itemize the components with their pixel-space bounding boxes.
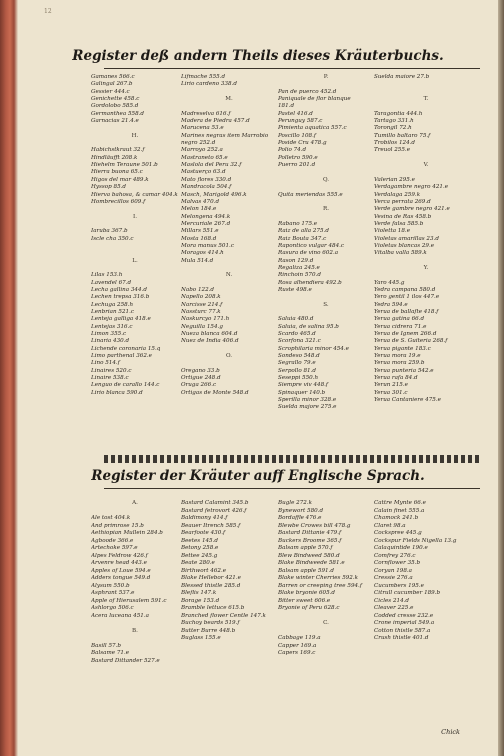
page [18, 0, 498, 756]
register-entry: Hombrecillos 609.f [91, 198, 146, 205]
register-entry: Beate 280.e [181, 560, 215, 566]
register-entry: Linaire 538.c [91, 375, 129, 382]
register-entry: Ruste 498.e [278, 286, 312, 293]
register-entry: Tumillo baltaro 75.f [374, 132, 431, 139]
register-entry: Yerua cidrera 71.e [374, 323, 427, 330]
register-entry: Iscle cha 350.c [91, 235, 134, 242]
register-entry: Valerian 295.e [374, 176, 415, 183]
register-entry: Acera luceana 451.a [91, 612, 149, 619]
register-entry: Birthwort 462.e [181, 567, 227, 574]
register-entry: Lenguo de carallo 144.c [91, 382, 160, 389]
catchword: Chick [441, 728, 460, 736]
letter-header: L. [132, 257, 138, 264]
register-entry: Oruga 266.c [181, 382, 217, 389]
register-entry: Suelda majore 275.e [278, 404, 337, 411]
register-entry: Blake Bindweede 581.e [278, 560, 345, 566]
register-entry: Narcisse 214.f [181, 301, 223, 308]
letter-header: V. [423, 162, 429, 169]
register-entry: Higos del mar 489.k [91, 176, 149, 183]
register-entry: Pan de puerco 452.d [278, 88, 337, 95]
register-entry: Paniquale de flor blanque [278, 96, 351, 103]
register-entry: Moragos 414.h [181, 250, 224, 257]
register-entry: Poscillo 108.f [278, 132, 316, 139]
register-entry: Bynewort 580.d [278, 507, 324, 514]
register-entry: Alysum 550.b [91, 582, 130, 589]
spacer [181, 103, 277, 110]
register-entry: Capers 169.c [278, 650, 316, 656]
register-entry: Malvas 470.d [181, 198, 220, 205]
register-entry: Bordaffle 476.e [278, 515, 322, 521]
register-entry: Blewbe Crowes bill 478.g [278, 522, 351, 529]
register-entry: Madera de Piedra 457.d [181, 118, 250, 125]
register-entry: Balsam apple 591.d [278, 567, 334, 574]
register-entry: Blake winter Cherries 592.k [278, 575, 359, 581]
register-entry: Madreselva 616.f [181, 110, 231, 117]
register-entry: Ale tost 404.k [91, 515, 131, 521]
spacer [278, 628, 374, 636]
spacer [181, 346, 277, 353]
register-entry: Rasura de vino 602.a [278, 250, 339, 257]
register-entry: Yerua de ballaſte 418.f [374, 309, 439, 315]
register-entry: Marines negras item Marrobio [181, 132, 269, 139]
register-entry: Germanthea 558.d [91, 110, 145, 117]
register-entry: Cicles 214.d [374, 597, 409, 604]
register-entry: Yedra campana 580.d [374, 286, 436, 293]
register-entry: Melongena 494.k [181, 213, 231, 220]
register-entry: Lenbrian 521.c [91, 309, 134, 315]
register-entry: Codded cresse 232.e [374, 612, 434, 619]
register-entry: Pimienta aquatica 557.c [278, 125, 347, 132]
register-entry: Lirio blanca 590.d [91, 389, 143, 396]
register-entry: Violetas blancas 29.e [374, 242, 435, 249]
ornamental-divider [104, 455, 480, 463]
register-entry: Hierva bahosa, & camar 404.k [91, 191, 178, 198]
register-entry: Blake bryonie 605.d [278, 590, 336, 596]
register-entry: Aethiopian Mullein 284.b [91, 530, 163, 536]
register-entry: Mastuerço 63.d [181, 169, 226, 176]
register-entry: Saluia 480.d [278, 316, 314, 323]
register-entry: Rabano 175.e [278, 220, 318, 227]
upper-column-3 [278, 74, 374, 412]
register-entry: Masch, Marigold 496.k [181, 191, 247, 198]
register-entry: Chamock 241.b [374, 515, 419, 521]
spacer [278, 214, 374, 221]
register-entry: Apples of Loue 594.e [91, 567, 151, 574]
register-entry: Ortigas de Monte 548.d [181, 389, 249, 396]
letter-header: H. [131, 132, 139, 139]
register-entry: Hierra buona 65.c [91, 169, 143, 176]
register-entry: Yerua 301.c [374, 389, 408, 396]
register-entry: Suelda maiore 27.b [374, 74, 430, 80]
register-entry: Coryan 198.a [374, 567, 412, 574]
register-entry: Marucena 53.e [181, 125, 224, 132]
register-entry: Yerua pigante 183.c [374, 345, 431, 352]
register-entry: Iaruba 367.b [91, 228, 128, 235]
letter-header: P. [323, 74, 329, 80]
register-entry: Segrallo 79.e [278, 360, 316, 367]
register-entry: Limon 355.c [91, 331, 127, 338]
register-entry: Millars 551.e [181, 228, 219, 235]
register-entry: Buglass 155.e [181, 635, 221, 641]
register-entry: Mato flores 330.d [181, 176, 232, 183]
register-entry: Cressie 276.a [374, 575, 413, 581]
register-entry: Hyssop 85.d [91, 184, 126, 191]
register-entry: Calaquintide 190.e [374, 545, 428, 551]
spacer [374, 155, 478, 162]
register-entry: Bastard Calamint 345.b [181, 500, 249, 506]
register-entry: Galingal 267.b [91, 81, 133, 88]
register-entry: Melon 184.e [181, 206, 217, 213]
register-entry: Branched flower Centle 147.k [181, 612, 266, 619]
register-entry: Siempre viv 448.f [278, 382, 328, 389]
register-entry: Adders tongue 549.d [91, 575, 151, 581]
letter-header: C. [323, 620, 329, 626]
register-entry: Hindläufft 208.k [91, 154, 138, 161]
spacer [278, 294, 374, 301]
lower-column-1 [91, 500, 179, 665]
register-entry: Habichstkraut 32.f [91, 147, 145, 154]
lower-column-2 [181, 500, 277, 643]
register-entry: Nuez de India 406.d [181, 338, 239, 345]
register-entry: Lirio cardeno 338.d [181, 81, 237, 88]
register-entry: Lino 514.f [91, 360, 120, 367]
register-entry: Asphrant 537.e [91, 590, 135, 596]
register-entry: Butter Burre 448.b [181, 627, 236, 634]
register-title-lower: Register der Kräuter auff Englische Sprach. [91, 468, 425, 484]
upper-column-2 [181, 74, 277, 397]
spacer [374, 89, 478, 96]
register-entry: Rosa alhendiera 492.b [278, 279, 342, 286]
register-entry: Balsame 71.e [91, 650, 130, 656]
spacer [278, 184, 374, 191]
register-entry: Yerua punteria 542.e [374, 367, 434, 374]
register-entry: Yerua mora 19.e [374, 353, 421, 360]
register-entry: Claret 98.a [374, 522, 406, 529]
spacer [91, 221, 179, 228]
spacer [374, 103, 478, 110]
register-entry: Yerua de S. Guiteria 268.f [374, 338, 448, 345]
register-entry: Beauer Itrench 585.f [181, 522, 241, 529]
register-entry: Cucumbers 195.e [374, 582, 424, 589]
letter-header: M. [225, 96, 233, 103]
register-entry: Puerro 201.d [278, 162, 316, 169]
register-entry: Napello 208.k [181, 294, 221, 301]
register-entry: Oregano 33.b [181, 367, 220, 374]
spacer [91, 140, 179, 147]
register-entry: Barren or creeping tree 594.f [278, 582, 362, 589]
register-entry: Genichette 458.c [91, 96, 140, 103]
register-entry: Verca perrata 269.d [374, 198, 431, 205]
register-entry: And primrose 15.b [91, 522, 144, 529]
register-entry: Mandracola 504.f [181, 184, 232, 191]
register-entry: Bearfoote 430.f [181, 530, 226, 536]
register-entry: Raiz de alla 275.d [278, 228, 329, 235]
register-entry: Beetes 145.d [181, 537, 218, 544]
register-entry: Cockspree 445.g [374, 530, 422, 536]
register-entry: Rason 129.d [278, 257, 314, 264]
register-entry: Borage 153.d [181, 597, 220, 604]
register-entry: Crone imperial 549.a [374, 620, 435, 626]
register-entry: Hiehelm Teraune 501.b [91, 162, 158, 169]
register-entry: negro 252.d [181, 140, 216, 147]
register-entry: Yerua mora 259.b [374, 360, 425, 367]
register-entry: Bugle 272.k [278, 500, 313, 506]
register-entry: Crush thistle 401.d [374, 635, 429, 641]
register-entry: Gordolobo 585.d [91, 103, 139, 110]
spacer [181, 280, 277, 287]
register-entry: Bastard Dittander 527.e [91, 657, 160, 664]
register-entry: Cornflower 35.b [374, 560, 421, 566]
letter-header: R. [323, 206, 329, 213]
register-entry: Garnacias 21.4.e [91, 118, 139, 125]
register-entry: Scardo 465.d [278, 331, 316, 338]
register-entry: Tartago 331.h [374, 118, 414, 125]
register-entry: Yerua gatina 66.d [374, 316, 425, 323]
register-entry: Polio 74.d [278, 147, 307, 154]
register-entry: Marroyo 252.a [181, 147, 223, 154]
register-entry: Cleaver 225.e [374, 605, 414, 611]
register-entry: Blake Hellebor 421.e [181, 575, 241, 581]
register-entry: Nabo 122.d [181, 286, 214, 293]
register-entry: Maslola del Peru 32.f [181, 162, 242, 169]
title-rule-upper [104, 68, 480, 69]
register-entry: Cockspur Fields Nigella 13.g [374, 537, 457, 544]
register-entry: Seseppi 550.h [278, 375, 319, 382]
register-entry: Alpes Feldrow 426.f [91, 552, 148, 559]
spacer [181, 360, 277, 367]
register-entry: Bryonie of Peru 628.c [278, 605, 340, 611]
spacer [91, 125, 179, 132]
register-title-upper: Register deß andern Theils dieses Kräuterbuchs. [72, 48, 444, 64]
register-entry: Comfrey 276.c [374, 552, 416, 559]
letter-header: N. [225, 272, 233, 279]
register-entry: Blew Bindweed 580.d [278, 552, 340, 559]
register-entry: Torongil 72.h [374, 125, 412, 132]
spacer [278, 81, 374, 88]
register-entry: Verde gambre negro 421.e [374, 206, 450, 213]
register-entry: Scrophilaria minor 454.e [278, 345, 349, 352]
register-entry: Yerua de Ignem 266.d [374, 331, 437, 338]
register-entry: Linaria 430.d [91, 338, 130, 345]
register-entry: Trobilos 124.d [374, 140, 415, 147]
letter-header: Q. [322, 176, 330, 183]
spacer [91, 508, 179, 516]
register-entry: Yero gentil 1 ilos 447.e [374, 294, 440, 301]
register-entry: Balsam apple 570.f [278, 545, 333, 551]
register-entry: Mastraneto 65.e [181, 154, 228, 161]
spacer [374, 81, 478, 88]
spacer [91, 250, 179, 257]
register-entry: Cotton thistle 587.a [374, 627, 431, 634]
register-entry: Linaires 520.c [91, 367, 132, 374]
register-entry: Sondeso 548.d [278, 353, 320, 360]
register-entry: Apple of Hierusalem 591.c [91, 597, 167, 604]
register-entry: Nueza blanca 604.d [181, 331, 238, 338]
register-entry: Treuol 255.e [374, 147, 411, 154]
spacer [91, 635, 179, 643]
register-entry: Lenteja galliga 418.e [91, 316, 151, 323]
register-entry: Vesina de Ras 458.b [374, 213, 432, 220]
register-entry: Taragontia 444.h [374, 110, 423, 117]
spacer [91, 243, 179, 250]
spacer [374, 169, 478, 176]
register-entry: Yerua Cantaniere 475.e [374, 397, 441, 404]
spacer [278, 199, 374, 206]
register-entry: Perunguy 587.c [278, 118, 323, 125]
register-entry: Sperilla minor 328.e [278, 397, 337, 404]
register-entry: Yedra 594.e [374, 301, 408, 308]
register-entry: Regaliza 245.e [278, 264, 320, 271]
letter-header: O. [225, 353, 233, 360]
spacer [278, 309, 374, 316]
register-entry: Gessier 444.c [91, 88, 130, 95]
register-entry: Lentejas 316.c [91, 323, 133, 330]
register-entry: Agboode 366.e [91, 537, 134, 544]
register-entry: Bastard Dittanie 479.f [278, 530, 342, 536]
spacer [278, 613, 374, 621]
upper-column-4 [374, 74, 478, 404]
page-mark: 12 [44, 8, 52, 15]
register-entry: Mula 514.d [181, 257, 214, 264]
register-entry: Basill 57.b [91, 642, 121, 649]
register-entry: Betony 258.e [181, 545, 219, 551]
register-entry: Bramble lettuce 615.b [181, 605, 245, 611]
spacer [374, 258, 478, 265]
register-entry: Citrull cucumber 189.b [374, 590, 441, 596]
register-entry: Neguilla 154.g [181, 323, 223, 330]
register-entry: Bettee 245.g [181, 552, 218, 559]
register-entry: Verde falsa 585.b [374, 220, 424, 227]
register-entry: Mora manus 501.c [181, 242, 234, 249]
register-entry: Yaro 445.g [374, 279, 405, 286]
register-entry: Cattre Mynte 66.e [374, 500, 426, 506]
title-rule-lower [104, 488, 480, 489]
register-entry: Yerua rafa 84.d [374, 375, 418, 382]
spacer [91, 206, 179, 213]
register-entry: Verdalaga 259.k [374, 191, 421, 198]
register-entry: Baldimony 414.f [181, 515, 228, 521]
register-entry: Buchoy beards 519.f [181, 620, 240, 626]
register-entry: Bleflis 147.k [181, 590, 217, 596]
letter-header: Y. [423, 264, 429, 271]
letter-header: T. [423, 96, 429, 103]
register-entry: Lilas 153.h [91, 272, 123, 279]
letter-header: A. [132, 500, 138, 506]
register-entry: Rapontico vulgar 484.c [278, 242, 345, 249]
register-entry: Ashlorgo 506.c [91, 605, 134, 611]
lower-column-4 [374, 500, 478, 643]
register-entry: Lechuga 258.h [91, 301, 134, 308]
register-entry: Nassturc 77.k [181, 309, 221, 315]
spacer [278, 169, 374, 176]
register-entry: Scorfona 321.c [278, 338, 321, 345]
lower-column-3 [278, 500, 374, 658]
register-entry: Blessed thistle 285.d [181, 582, 241, 589]
register-entry: Capper 169.a [278, 642, 317, 649]
register-entry: Cabbage 119.a [278, 635, 321, 641]
register-entry: Violetas amarillas 23.d [374, 235, 439, 242]
letter-header: I. [133, 213, 137, 220]
register-entry: Limo parthenal 362.e [91, 353, 152, 360]
register-entry: Vitalba valla 589.k [374, 250, 427, 257]
register-entry: Buckers Broome 365.f [278, 537, 342, 544]
spacer [91, 265, 179, 272]
register-entry: Artechoke 597.e [91, 545, 138, 551]
register-entry: Pastel 416.d [278, 110, 313, 117]
register-entry: Ortigue 248.d [181, 375, 221, 382]
register-entry: Serpollo 81.d [278, 367, 316, 374]
register-entry: Lechen trepsa 316.b [91, 294, 150, 301]
register-entry: Bastard fetrovort 426.f [181, 507, 247, 514]
register-entry: Raiz Bouta 347.c [278, 235, 327, 242]
register-entry: Saluia, de salina 95.b [278, 323, 339, 330]
letter-header: B. [132, 627, 138, 634]
register-entry: Lichende coronaria 15.q [91, 345, 161, 352]
register-entry: Gamanes 566.c [91, 74, 135, 80]
register-entry: Poside Cru 478.g [278, 140, 327, 147]
register-entry: Yerun 215.e [374, 382, 408, 389]
register-entry: Calain finet 555.a [374, 507, 425, 514]
register-entry: Lecha gallina 344.d [91, 286, 147, 293]
register-entry: Lavendel 67.d [91, 279, 132, 286]
register-entry: Rinchoin 570.d [278, 272, 321, 279]
register-entry: 181.d [278, 103, 295, 110]
register-entry: Mercuriale 267.d [181, 220, 231, 227]
letter-header: S. [323, 301, 329, 308]
register-entry: Lifmache 555.d [181, 74, 226, 80]
register-entry: Polletro 590.e [278, 154, 318, 161]
register-entry: Mosta 168.d [181, 235, 217, 242]
spacer [91, 620, 179, 628]
spacer [374, 272, 478, 279]
register-entry: Verdagambre negro 421.e [374, 184, 449, 191]
register-entry: Violetta 18.e [374, 228, 411, 235]
register-entry: Quita meriendas 555.e [278, 191, 343, 198]
spacer [181, 265, 277, 272]
spacer [181, 89, 277, 96]
register-entry: Naskurcyo 171.h [181, 316, 230, 323]
register-entry: Spinaquer 140.b [278, 389, 326, 396]
register-entry: Bitter sweet 606.e [278, 597, 331, 604]
register-entry: Arvenre head 443.e [91, 560, 147, 566]
upper-column-1 [91, 74, 179, 397]
